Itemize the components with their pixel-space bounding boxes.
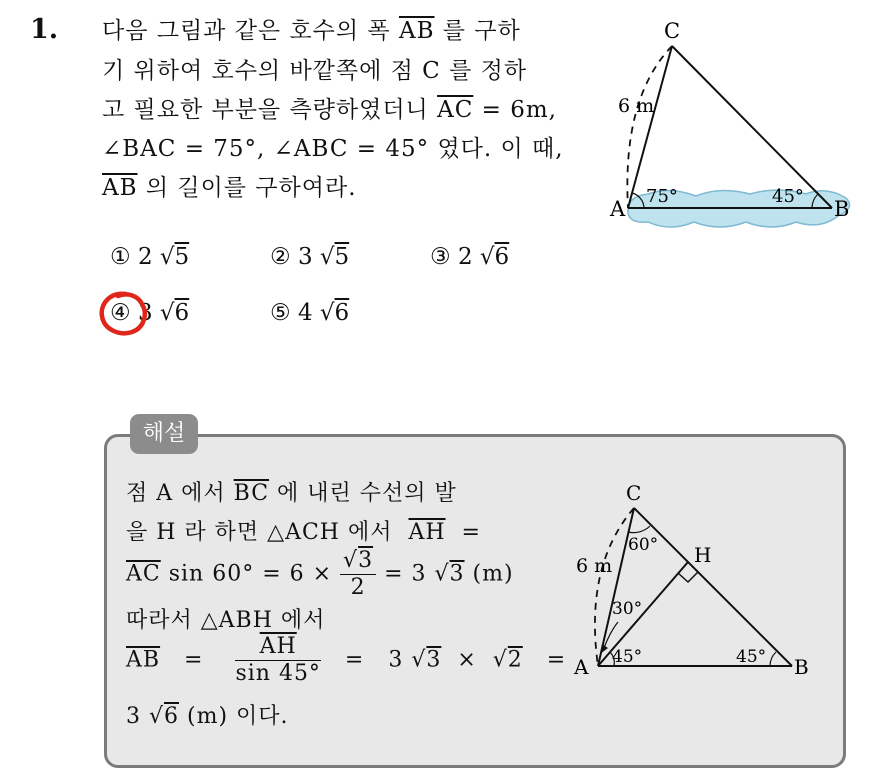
solution-line-4: 따라서 △ABH 에서 [126, 608, 326, 633]
question-line-3: 고 필요한 부분을 측량하였더니 $\overline{AC} = 6m$, [102, 97, 557, 123]
label-angle-c: 60° [628, 535, 659, 555]
choice-3[interactable]: ③ 2 √6 [430, 244, 510, 270]
label-h: H [694, 543, 712, 567]
question-number: 1. [30, 14, 59, 45]
question-line-2: 기 위하여 호수의 바깥쪽에 점 C 를 정하 [102, 58, 528, 84]
pointer-arrowhead [600, 644, 608, 654]
choice-4[interactable]: ④ 3 √6 [110, 300, 190, 326]
question-line-5: $\overline{AB}$ 의 길이를 구하여라. [102, 175, 357, 201]
label-angle-b: 45° [736, 647, 767, 667]
choice-5[interactable]: ⑤ 4 √6 [270, 300, 350, 326]
question-line-1: 다음 그림과 같은 호수의 폭 $\overline{AB}$ 를 구하 [102, 18, 521, 44]
choice-1[interactable]: ① 2 √5 [110, 244, 190, 270]
angle-c-arc [628, 526, 650, 533]
segment-ac [628, 46, 672, 208]
segment-cb [672, 46, 832, 208]
label-angle-b: 45° [772, 186, 804, 207]
solution-figure [570, 480, 820, 690]
label-a: A [610, 197, 626, 221]
label-angle-a: 45° [612, 647, 643, 667]
solution-tag: 해설 [130, 414, 198, 454]
question-figure [600, 18, 870, 240]
angle-b-arc [770, 652, 776, 666]
label-b: B [794, 655, 809, 679]
solution-line-2: 을 H 라 하면 △ACH 에서 $\overline{AH}$ = [126, 520, 481, 545]
label-a: A [574, 655, 589, 679]
label-b: B [834, 197, 850, 221]
choice-2[interactable]: ② 3 √5 [270, 244, 350, 270]
solution-line-5: $\overline{AB}$ = $\frac{\overline{AH}}{\sin 45^\circ}$ = 3 √3 × √2 = [126, 634, 567, 686]
solution-line-6: 3 √6 (m) 이다. [126, 704, 289, 729]
label-side: 6 m [618, 95, 655, 117]
solution-line-3: $\overline{AC}$ sin 60° = 6 × $\frac{√3}{2}$ = 3 √3 (m) [126, 548, 514, 600]
answer-mark-circle [96, 288, 152, 340]
label-angle-30: 30° [612, 599, 643, 619]
label-angle-a: 75° [646, 186, 678, 207]
segment-cb [634, 508, 792, 666]
question-line-4: ∠BAC = 75°, ∠ABC = 45° 였다. 이 때, [102, 136, 564, 162]
right-angle-mark [678, 572, 698, 582]
label-c: C [664, 19, 681, 43]
label-side: 6 m [576, 555, 613, 577]
solution-line-1: 점 A 에서 $\overline{BC}$ 에 내린 수선의 발 [126, 481, 457, 506]
label-c: C [626, 481, 642, 505]
